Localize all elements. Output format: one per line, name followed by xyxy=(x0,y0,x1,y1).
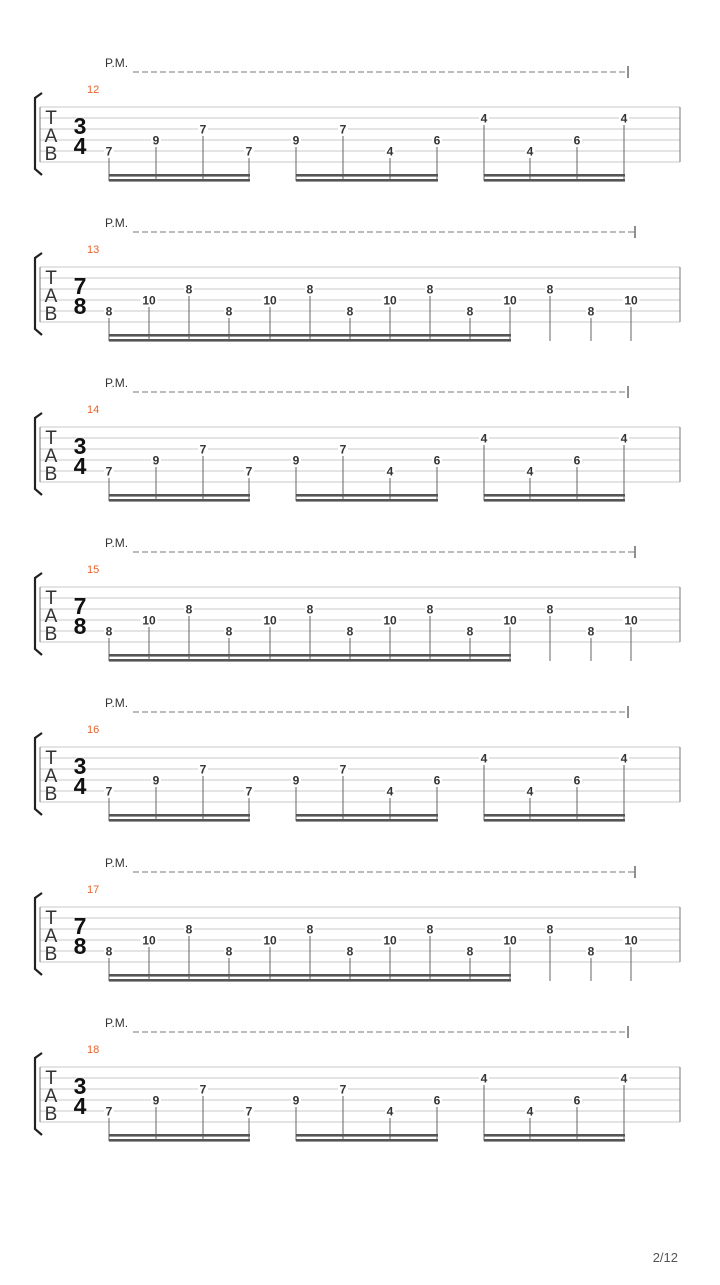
fret-number: 4 xyxy=(526,144,534,159)
tab-clef-letter: B xyxy=(44,784,58,805)
fret-number: 6 xyxy=(573,773,581,788)
fret-number: 8 xyxy=(546,922,554,937)
fret-number: 8 xyxy=(546,282,554,297)
time-signature-top: 3 xyxy=(73,753,87,779)
beam-secondary xyxy=(109,334,230,337)
beam-secondary xyxy=(350,334,471,337)
fret-number: 4 xyxy=(386,784,394,799)
beam-secondary xyxy=(109,974,230,977)
fret-number: 9 xyxy=(292,1093,300,1108)
fret-number: 4 xyxy=(480,431,488,446)
fret-number: 10 xyxy=(624,293,638,308)
tab-clef-letter: B xyxy=(44,1104,58,1125)
beam-primary xyxy=(109,1139,250,1142)
fret-number: 10 xyxy=(383,293,397,308)
beam-secondary xyxy=(470,334,511,337)
fret-number: 8 xyxy=(185,602,193,617)
tab-clef-letter: T xyxy=(45,108,57,129)
beam-secondary xyxy=(109,494,250,497)
tab-clef-letter: A xyxy=(44,1086,58,1107)
bar-number: 12 xyxy=(87,84,100,96)
beam-primary xyxy=(470,979,511,982)
fret-number: 8 xyxy=(306,922,314,937)
time-signature-top: 3 xyxy=(73,433,87,459)
fret-number: 8 xyxy=(105,304,113,319)
fret-number: 7 xyxy=(105,784,113,799)
fret-number: 8 xyxy=(466,304,474,319)
fret-number: 4 xyxy=(620,751,628,766)
tab-clef-letter: T xyxy=(45,588,57,609)
fret-number: 6 xyxy=(573,133,581,148)
beam-secondary xyxy=(296,1134,438,1137)
fret-number: 10 xyxy=(503,613,517,628)
beam-secondary xyxy=(296,174,438,177)
fret-number: 7 xyxy=(199,442,207,457)
fret-number: 7 xyxy=(199,1082,207,1097)
fret-number: 4 xyxy=(620,111,628,126)
tab-clef-letter: T xyxy=(45,268,57,289)
fret-number: 8 xyxy=(546,602,554,617)
fret-number: 8 xyxy=(346,304,354,319)
fret-number: 4 xyxy=(620,1071,628,1086)
fret-number: 10 xyxy=(142,613,156,628)
fret-number: 7 xyxy=(105,1104,113,1119)
system-bracket xyxy=(35,413,42,495)
fret-number: 10 xyxy=(624,933,638,948)
system-bracket xyxy=(35,893,42,975)
fret-number: 8 xyxy=(225,944,233,959)
fret-number: 9 xyxy=(292,133,300,148)
beam-primary xyxy=(296,1139,438,1142)
fret-number: 6 xyxy=(573,453,581,468)
beam-secondary xyxy=(484,814,625,817)
fret-number: 4 xyxy=(480,751,488,766)
tab-clef-letter: B xyxy=(44,144,58,165)
fret-number: 4 xyxy=(526,464,534,479)
page-number: 2/12 xyxy=(652,1250,678,1265)
fret-number: 8 xyxy=(426,922,434,937)
fret-number: 4 xyxy=(386,464,394,479)
palm-mute-label: P.M. xyxy=(105,376,129,390)
fret-number: 7 xyxy=(339,762,347,777)
beam-secondary xyxy=(296,814,438,817)
fret-number: 8 xyxy=(587,944,595,959)
beam-primary xyxy=(109,179,250,182)
fret-number: 8 xyxy=(105,624,113,639)
fret-number: 8 xyxy=(225,304,233,319)
tab-clef-letter: B xyxy=(44,464,58,485)
fret-number: 7 xyxy=(245,784,253,799)
tab-clef-letter: B xyxy=(44,304,58,325)
beam-primary xyxy=(350,659,471,662)
fret-number: 4 xyxy=(620,431,628,446)
time-signature-bottom: 4 xyxy=(73,773,87,799)
time-signature-bottom: 4 xyxy=(73,453,87,479)
beam-secondary xyxy=(484,1134,625,1137)
fret-number: 4 xyxy=(526,784,534,799)
beam-secondary xyxy=(296,494,438,497)
time-signature-top: 7 xyxy=(73,913,87,939)
fret-number: 8 xyxy=(346,624,354,639)
fret-number: 7 xyxy=(339,1082,347,1097)
palm-mute-label: P.M. xyxy=(105,536,129,550)
fret-number: 8 xyxy=(466,944,474,959)
tab-clef-letter: T xyxy=(45,428,57,449)
time-signature-top: 7 xyxy=(73,273,87,299)
fret-number: 6 xyxy=(433,453,441,468)
beam-secondary xyxy=(229,334,351,337)
tab-clef-letter: A xyxy=(44,126,58,147)
beam-secondary xyxy=(229,974,351,977)
beam-secondary xyxy=(109,814,250,817)
beam-secondary xyxy=(470,974,511,977)
fret-number: 7 xyxy=(245,1104,253,1119)
beam-primary xyxy=(109,979,230,982)
fret-number: 10 xyxy=(142,933,156,948)
fret-number: 7 xyxy=(199,122,207,137)
time-signature-top: 3 xyxy=(73,113,87,139)
fret-number: 7 xyxy=(105,144,113,159)
beam-secondary xyxy=(470,654,511,657)
fret-number: 8 xyxy=(587,304,595,319)
bar-number: 16 xyxy=(87,724,100,736)
bar-number: 13 xyxy=(87,244,100,256)
beam-primary xyxy=(350,339,471,342)
fret-number: 10 xyxy=(263,613,277,628)
beam-primary xyxy=(350,979,471,982)
beam-secondary xyxy=(484,174,625,177)
fret-number: 10 xyxy=(142,293,156,308)
fret-number: 10 xyxy=(263,933,277,948)
fret-number: 10 xyxy=(503,933,517,948)
fret-number: 4 xyxy=(386,144,394,159)
beam-primary xyxy=(470,339,511,342)
fret-number: 8 xyxy=(346,944,354,959)
beam-primary xyxy=(470,659,511,662)
beam-primary xyxy=(484,499,625,502)
beam-secondary xyxy=(350,654,471,657)
beam-primary xyxy=(109,819,250,822)
fret-number: 7 xyxy=(245,144,253,159)
fret-number: 6 xyxy=(573,1093,581,1108)
beam-primary xyxy=(484,179,625,182)
fret-number: 7 xyxy=(245,464,253,479)
tab-clef-letter: T xyxy=(45,908,57,929)
palm-mute-label: P.M. xyxy=(105,1016,129,1030)
fret-number: 10 xyxy=(624,613,638,628)
fret-number: 6 xyxy=(433,773,441,788)
beam-primary xyxy=(229,979,351,982)
fret-number: 8 xyxy=(426,602,434,617)
beam-primary xyxy=(109,659,230,662)
fret-number: 10 xyxy=(383,933,397,948)
fret-number: 9 xyxy=(292,773,300,788)
tab-clef-letter: A xyxy=(44,766,58,787)
tab-clef-letter: A xyxy=(44,606,58,627)
beam-primary xyxy=(484,819,625,822)
fret-number: 8 xyxy=(185,282,193,297)
system-bracket xyxy=(35,253,42,335)
beam-secondary xyxy=(229,654,351,657)
fret-number: 10 xyxy=(263,293,277,308)
fret-number: 4 xyxy=(386,1104,394,1119)
fret-number: 8 xyxy=(105,944,113,959)
beam-secondary xyxy=(109,1134,250,1137)
fret-number: 7 xyxy=(105,464,113,479)
fret-number: 7 xyxy=(339,122,347,137)
system-bracket xyxy=(35,93,42,175)
tab-clef-letter: T xyxy=(45,1068,57,1089)
palm-mute-label: P.M. xyxy=(105,856,129,870)
beam-primary xyxy=(109,339,230,342)
time-signature-bottom: 4 xyxy=(73,1093,87,1119)
fret-number: 6 xyxy=(433,1093,441,1108)
tab-clef-letter: A xyxy=(44,926,58,947)
beam-secondary xyxy=(350,974,471,977)
time-signature-bottom: 8 xyxy=(73,933,87,959)
fret-number: 9 xyxy=(152,1093,160,1108)
tab-clef-letter: T xyxy=(45,748,57,769)
fret-number: 4 xyxy=(526,1104,534,1119)
fret-number: 7 xyxy=(339,442,347,457)
palm-mute-label: P.M. xyxy=(105,56,129,70)
bar-number: 18 xyxy=(87,1044,100,1056)
time-signature-bottom: 4 xyxy=(73,133,87,159)
fret-number: 8 xyxy=(225,624,233,639)
time-signature-bottom: 8 xyxy=(73,293,87,319)
fret-number: 7 xyxy=(199,762,207,777)
time-signature-bottom: 8 xyxy=(73,613,87,639)
fret-number: 6 xyxy=(433,133,441,148)
fret-number: 8 xyxy=(306,282,314,297)
fret-number: 8 xyxy=(466,624,474,639)
beam-secondary xyxy=(109,654,230,657)
fret-number: 10 xyxy=(503,293,517,308)
fret-number: 8 xyxy=(426,282,434,297)
tab-clef-letter: A xyxy=(44,446,58,467)
palm-mute-label: P.M. xyxy=(105,216,129,230)
fret-number: 4 xyxy=(480,1071,488,1086)
fret-number: 9 xyxy=(152,133,160,148)
beam-primary xyxy=(296,819,438,822)
time-signature-top: 3 xyxy=(73,1073,87,1099)
bar-number: 17 xyxy=(87,884,100,896)
system-bracket xyxy=(35,573,42,655)
fret-number: 9 xyxy=(292,453,300,468)
fret-number: 10 xyxy=(383,613,397,628)
fret-number: 8 xyxy=(306,602,314,617)
beam-primary xyxy=(229,659,351,662)
bar-number: 15 xyxy=(87,564,100,576)
tab-clef-letter: B xyxy=(44,624,58,645)
beam-primary xyxy=(229,339,351,342)
beam-secondary xyxy=(484,494,625,497)
tab-clef-letter: A xyxy=(44,286,58,307)
beam-primary xyxy=(484,1139,625,1142)
fret-number: 9 xyxy=(152,773,160,788)
fret-number: 4 xyxy=(480,111,488,126)
beam-primary xyxy=(296,179,438,182)
system-bracket xyxy=(35,1053,42,1135)
time-signature-top: 7 xyxy=(73,593,87,619)
fret-number: 8 xyxy=(587,624,595,639)
system-bracket xyxy=(35,733,42,815)
tab-clef-letter: B xyxy=(44,944,58,965)
bar-number: 14 xyxy=(87,404,100,416)
palm-mute-label: P.M. xyxy=(105,696,129,710)
beam-secondary xyxy=(109,174,250,177)
fret-number: 8 xyxy=(185,922,193,937)
fret-number: 9 xyxy=(152,453,160,468)
beam-primary xyxy=(109,499,250,502)
beam-primary xyxy=(296,499,438,502)
